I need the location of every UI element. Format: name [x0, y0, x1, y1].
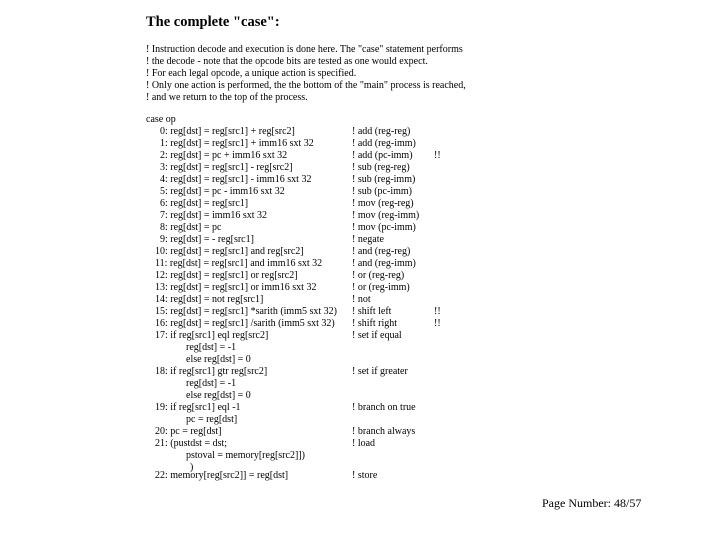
code-line: 10: reg[dst] = reg[src1] and reg[src2] — [155, 246, 304, 257]
code-comment: ! sub (reg-reg) — [352, 162, 410, 173]
code-comment: ! store — [352, 470, 378, 481]
emphasis-mark: !! — [434, 150, 441, 161]
code-comment: ! shift right — [352, 318, 397, 329]
code-line: 9: reg[dst] = - reg[src1] — [160, 234, 254, 245]
page-number: Page Number: 48/57 — [542, 496, 642, 510]
code-line: 19: if reg[src1] eql -1 — [155, 402, 241, 413]
code-line: pc = reg[dst] — [186, 414, 238, 425]
code-line: 20: pc = reg[dst] — [155, 426, 222, 437]
code-line: 15: reg[dst] = reg[src1] *sarith (imm5 sxt 32) — [155, 306, 337, 317]
slide-title: The complete "case": — [146, 14, 280, 30]
code-line: 17: if reg[src1] eql reg[src2] — [155, 330, 269, 341]
code-comment: ! add (reg-reg) — [352, 126, 411, 137]
code-line: 14: reg[dst] = not reg[src1] — [155, 294, 264, 305]
code-line: 2: reg[dst] = pc + imm16 sxt 32 — [160, 150, 288, 161]
code-line: 8: reg[dst] = pc — [160, 222, 222, 233]
code-comment: ! set if equal — [352, 330, 402, 341]
code-line: else reg[dst] = 0 — [186, 354, 251, 365]
comment-line-1: ! Instruction decode and execution is done here. The "case" statement performs — [146, 44, 463, 55]
emphasis-mark: !! — [434, 306, 441, 317]
comment-line-3: ! For each legal opcode, a unique action is specified. — [146, 68, 357, 79]
code-line: 0: reg[dst] = reg[src1] + reg[src2] — [160, 126, 295, 137]
comment-line-5: ! and we return to the top of the process. — [146, 92, 308, 103]
case-header: case op — [146, 114, 176, 125]
code-line: pstoval = memory[reg[src2]]) — [186, 450, 305, 461]
code-line: 18: if reg[src1] gtr reg[src2] — [155, 366, 268, 377]
code-line: 22: memory[reg[src2]] = reg[dst] — [155, 470, 289, 481]
code-comment: ! not — [352, 294, 371, 305]
code-line: 3: reg[dst] = reg[src1] - reg[src2] — [160, 162, 293, 173]
code-comment: ! load — [352, 438, 376, 449]
code-comment: ! sub (reg-imm) — [352, 174, 416, 185]
code-line: 4: reg[dst] = reg[src1] - imm16 sxt 32 — [160, 174, 312, 185]
comment-line-2: ! the decode - note that the opcode bits are tested as one would expect. — [146, 56, 428, 67]
code-comment: ! mov (pc-imm) — [352, 222, 416, 233]
code-line: else reg[dst] = 0 — [186, 390, 251, 401]
code-line: 11: reg[dst] = reg[src1] and imm16 sxt 32 — [155, 258, 323, 269]
code-comment: ! mov (reg-imm) — [352, 210, 420, 221]
code-comment: ! or (reg-imm) — [352, 282, 410, 293]
code-comment: ! sub (pc-imm) — [352, 186, 412, 197]
code-comment: ! and (reg-reg) — [352, 246, 411, 257]
code-comment: ! set if greater — [352, 366, 408, 377]
code-comment: ! or (reg-reg) — [352, 270, 405, 281]
comment-line-4: ! Only one action is performed, the the bottom of the "main" process is reached, — [146, 80, 466, 91]
code-line: reg[dst] = -1 — [186, 378, 237, 389]
code-comment: ! branch on true — [352, 402, 416, 413]
code-line: 13: reg[dst] = reg[src1] or imm16 sxt 32 — [155, 282, 317, 293]
code-line: ) — [190, 462, 194, 473]
code-comment: ! and (reg-imm) — [352, 258, 416, 269]
code-line: 7: reg[dst] = imm16 sxt 32 — [160, 210, 268, 221]
code-comment: ! mov (reg-reg) — [352, 198, 414, 209]
code-comment: ! add (reg-imm) — [352, 138, 416, 149]
code-line: 12: reg[dst] = reg[src1] or reg[src2] — [155, 270, 298, 281]
code-comment: ! add (pc-imm) — [352, 150, 413, 161]
code-line: 16: reg[dst] = reg[src1] /sarith (imm5 sxt 32) — [155, 318, 335, 329]
emphasis-mark: !! — [434, 318, 441, 329]
code-line: reg[dst] = -1 — [186, 342, 237, 353]
code-comment: ! branch always — [352, 426, 416, 437]
code-line: 5: reg[dst] = pc - imm16 sxt 32 — [160, 186, 285, 197]
code-line: 1: reg[dst] = reg[src1] + imm16 sxt 32 — [160, 138, 314, 149]
code-line: 21: (pustdst = dst; — [155, 438, 228, 449]
code-line: 6: reg[dst] = reg[src1] — [160, 198, 249, 209]
code-comment: ! negate — [352, 234, 384, 245]
code-comment: ! shift left — [352, 306, 392, 317]
